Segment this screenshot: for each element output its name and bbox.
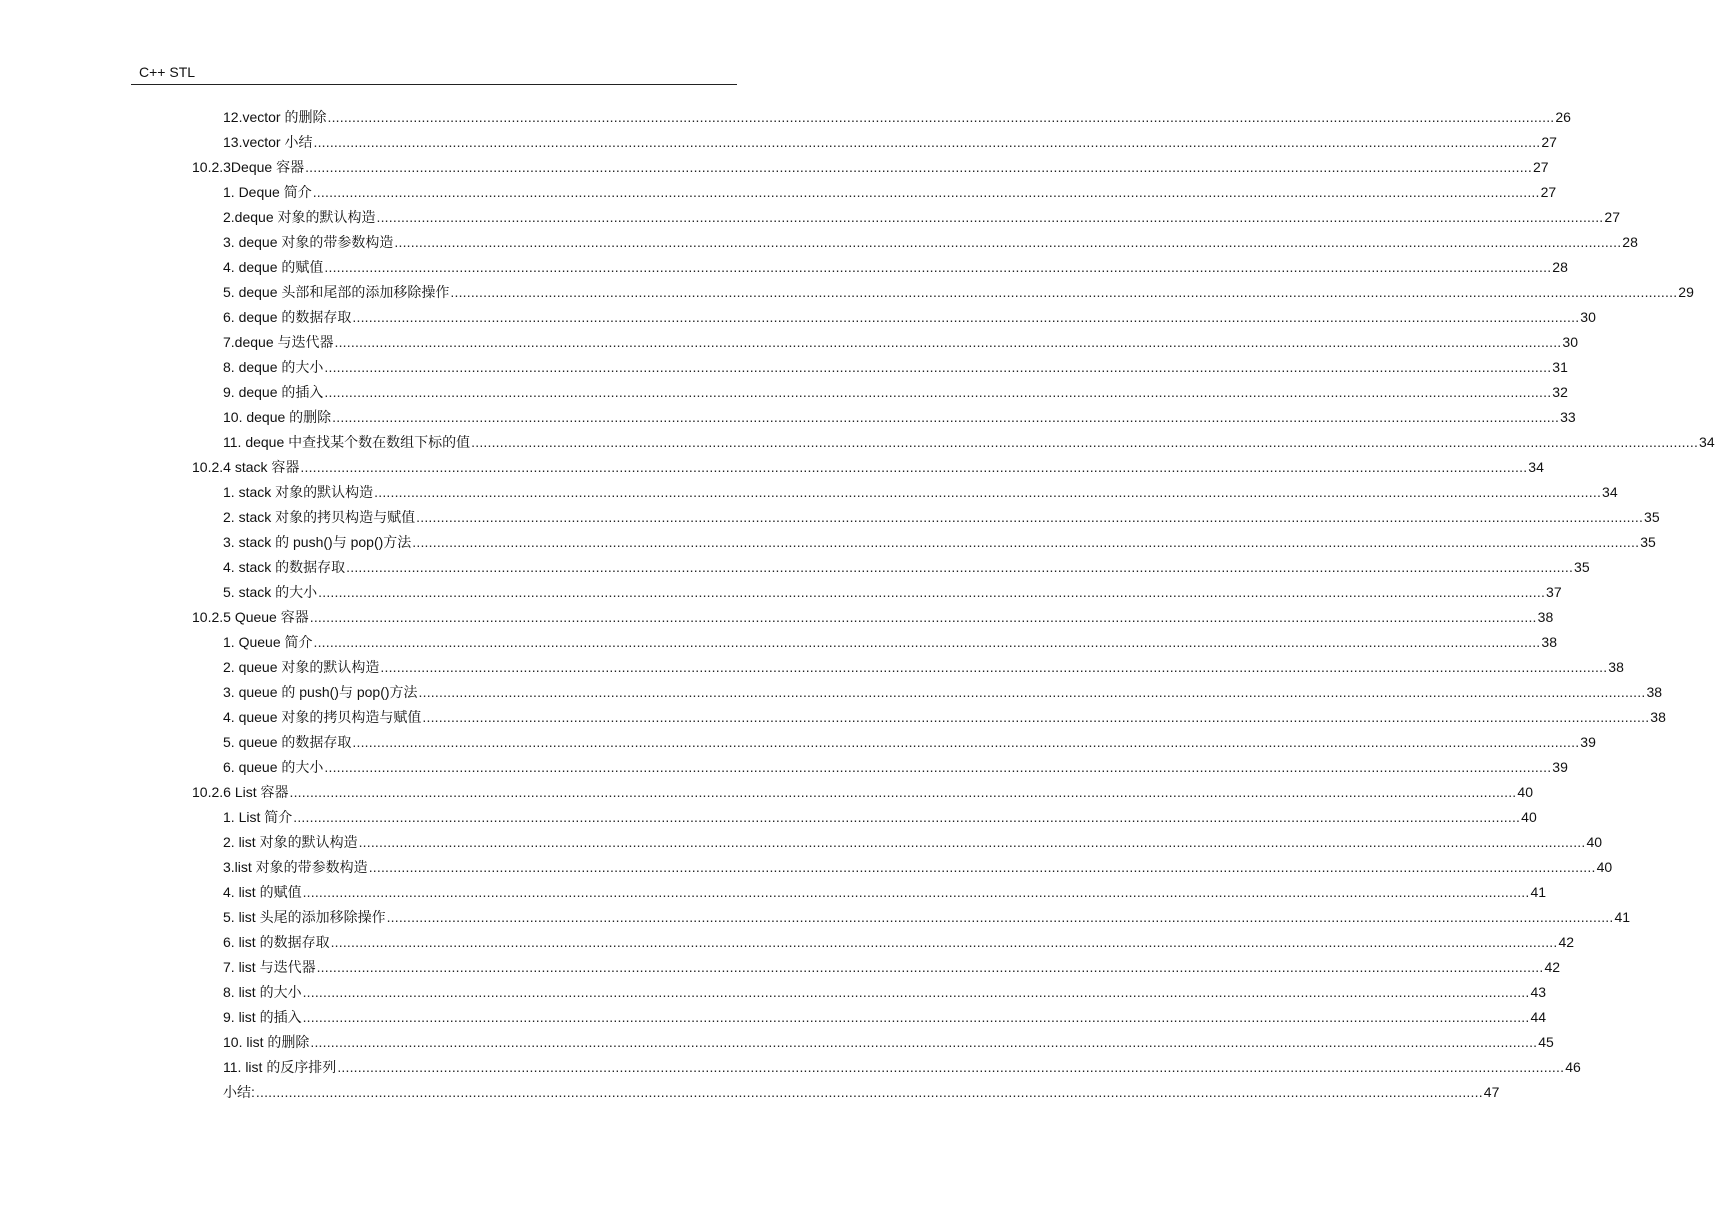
toc-entry-page-number: 34 [1528,459,1544,475]
toc-leader-dots: ............................................................................................................................................................................................................................................................................................................ [332,409,1560,425]
toc-entry[interactable] [223,930,1575,955]
toc-entry-page-number: 42 [1544,959,1561,975]
toc-leader-dots: ............................................................................................................................................................................................................................................................................................................ [334,334,1562,350]
toc-leader-dots: ............................................................................................................................................................................................................................................................................................................ [374,484,1602,500]
toc-leader-dots: ............................................................................................................................................................................................................................................................................................................ [412,534,1640,550]
toc-entry-title: 9. list 的插入 [223,1009,302,1025]
toc-entry[interactable] [223,1030,1554,1055]
toc-entry[interactable] [192,455,1544,480]
toc-entry[interactable] [223,855,1613,880]
toc-leader-dots: ............................................................................................................................................................................................................................................................................................................ [358,834,1586,850]
toc-entry-page-number: 47 [1483,1084,1500,1100]
toc-entry-title: 6. queue 的大小 [223,759,324,775]
toc-entry-page-number: 35 [1644,509,1660,525]
toc-entry-title: 1. Queue 简介 [223,634,313,650]
toc-leader-dots: ............................................................................................................................................................................................................................................................................................................ [310,1034,1538,1050]
header-title: C++ STL [139,64,196,80]
toc-entry[interactable] [223,105,1571,130]
toc-entry-title: 10.2.5 Queue 容器 [192,609,309,625]
toc-entry[interactable] [223,430,1715,455]
toc-entry[interactable] [223,705,1666,730]
toc-entry[interactable] [223,130,1557,155]
toc-leader-dots: ............................................................................................................................................................................................................................................................................................................ [324,259,1552,275]
toc-entry[interactable] [223,1055,1581,1080]
toc-entry-title: 5. list 头尾的添加移除操作 [223,909,386,925]
toc-entry-page-number: 45 [1538,1034,1554,1050]
toc-entry[interactable] [223,880,1547,905]
toc-leader-dots: ............................................................................................................................................................................................................................................................................................................ [313,134,1541,150]
toc-entry-page-number: 27 [1532,159,1549,175]
toc-entry-page-number: 37 [1546,584,1562,600]
toc-leader-dots: ............................................................................................................................................................................................................................................................................................................ [255,1084,1483,1100]
toc-entry[interactable] [223,1005,1547,1030]
toc-entry-page-number: 35 [1574,559,1590,575]
toc-entry-title: 1. Deque 简介 [223,184,312,200]
toc-entry[interactable] [223,280,1694,305]
toc-entry[interactable] [223,655,1624,680]
toc-entry-title: 3.list 对象的带参数构造 [223,859,368,875]
toc-entry-page-number: 39 [1552,759,1568,775]
toc-entry-page-number: 35 [1640,534,1656,550]
toc-entry-title: 4. stack 的数据存取 [223,559,346,575]
toc-entry[interactable] [223,980,1547,1005]
toc-leader-dots: ............................................................................................................................................................................................................................................................................................................ [416,509,1644,525]
toc-entry-title: 13.vector 小结 [223,134,313,150]
toc-entry-title: 3. queue 的 push()与 pop()方法 [223,684,418,700]
toc-leader-dots: ............................................................................................................................................................................................................................................................................................................ [346,559,1574,575]
toc-entry-title: 4. queue 对象的拷贝构造与赋值 [223,709,422,725]
toc-entry-page-number: 32 [1552,384,1568,400]
toc-entry-page-number: 41 [1530,884,1547,900]
toc-entry[interactable] [192,155,1549,180]
toc-leader-dots: ............................................................................................................................................................................................................................................................................................................ [418,684,1646,700]
toc-entry[interactable] [223,380,1568,405]
toc-leader-dots: ............................................................................................................................................................................................................................................................................................................ [300,459,1528,475]
toc-entry-title: 6. deque 的数据存取 [223,309,352,325]
toc-entry-title: 6. list 的数据存取 [223,934,330,950]
toc-entry-title: 2. queue 对象的默认构造 [223,659,380,675]
toc-entry-title: 8. list 的大小 [223,984,302,1000]
toc-entry[interactable] [223,630,1557,655]
toc-entry-page-number: 38 [1608,659,1624,675]
toc-entry-page-number: 40 [1517,784,1533,800]
toc-entry-page-number: 46 [1565,1059,1581,1075]
toc-entry-title: 9. deque 的插入 [223,384,324,400]
toc-leader-dots: ............................................................................................................................................................................................................................................................................................................ [302,984,1530,1000]
toc-leader-dots: ............................................................................................................................................................................................................................................................................................................ [318,584,1546,600]
toc-entry[interactable] [223,505,1660,530]
toc-leader-dots: ............................................................................................................................................................................................................................................................................................................ [327,109,1555,125]
toc-entry[interactable] [223,1080,1500,1105]
toc-leader-dots: ............................................................................................................................................................................................................................................................................................................ [471,434,1699,450]
toc-entry-title: 3. deque 对象的带参数构造 [223,234,394,250]
toc-leader-dots: ............................................................................................................................................................................................................................................................................................................ [380,659,1608,675]
toc-entry[interactable] [223,355,1568,380]
toc-leader-dots: ............................................................................................................................................................................................................................................................................................................ [302,1009,1530,1025]
page-header [131,62,737,85]
toc-entry-page-number: 28 [1622,234,1638,250]
toc-entry[interactable] [223,480,1618,505]
toc-entry[interactable] [223,330,1578,355]
toc-entry-title: 5. stack 的大小 [223,584,318,600]
toc-leader-dots: ............................................................................................................................................................................................................................................................................................................ [422,709,1650,725]
toc-entry-page-number: 38 [1541,634,1557,650]
toc-entry[interactable] [223,955,1561,980]
toc-leader-dots: ............................................................................................................................................................................................................................................................................................................ [309,609,1537,625]
toc-entry-title: 10.2.4 stack 容器 [192,459,300,475]
toc-entry-title: 2. list 对象的默认构造 [223,834,358,850]
toc-entry-title: 5. deque 头部和尾部的添加移除操作 [223,284,450,300]
toc-entry-page-number: 38 [1646,684,1663,700]
toc-entry-title: 10.2.6 List 容器 [192,784,289,800]
toc-entry-title: 3. stack 的 push()与 pop()方法 [223,534,412,550]
toc-entry-page-number: 38 [1537,609,1554,625]
toc-entry-page-number: 27 [1604,209,1620,225]
toc-leader-dots: ............................................................................................................................................................................................................................................................................................................ [302,884,1530,900]
toc-leader-dots: ............................................................................................................................................................................................................................................................................................................ [330,934,1558,950]
toc-leader-dots: ............................................................................................................................................................................................................................................................................................................ [450,284,1678,300]
toc-entry-page-number: 26 [1555,109,1571,125]
toc-entry[interactable] [223,730,1596,755]
toc-leader-dots: ............................................................................................................................................................................................................................................................................................................ [368,859,1596,875]
toc-entry-page-number: 29 [1678,284,1694,300]
toc-entry-title: 10. list 的删除 [223,1034,310,1050]
toc-entry-title: 5. queue 的数据存取 [223,734,352,750]
toc-entry-page-number: 27 [1540,184,1557,200]
toc-entry[interactable] [223,305,1596,330]
toc-leader-dots: ............................................................................................................................................................................................................................................................................................................ [352,309,1580,325]
toc-entry[interactable] [223,405,1576,430]
toc-entry-page-number: 40 [1586,834,1603,850]
toc-entry-title: 10. deque 的删除 [223,409,332,425]
toc-entry-title: 1. List 简介 [223,809,293,825]
toc-entry-page-number: 39 [1580,734,1596,750]
toc-entry[interactable] [192,605,1554,630]
toc-entry-page-number: 34 [1699,434,1715,450]
toc-leader-dots: ............................................................................................................................................................................................................................................................................................................ [293,809,1521,825]
toc-entry-title: 7. list 与迭代器 [223,959,316,975]
toc-entry[interactable] [223,255,1568,280]
toc-entry[interactable] [223,555,1590,580]
toc-leader-dots: ............................................................................................................................................................................................................................................................................................................ [337,1059,1565,1075]
toc-entry-title: 4. deque 的赋值 [223,259,324,275]
toc-entry-title: 1. stack 对象的默认构造 [223,484,374,500]
toc-leader-dots: ............................................................................................................................................................................................................................................................................................................ [386,909,1614,925]
toc-leader-dots: ............................................................................................................................................................................................................................................................................................................ [289,784,1517,800]
toc-entry-title: 2.deque 对象的默认构造 [223,209,376,225]
toc-entry-page-number: 40 [1521,809,1537,825]
toc-entry-page-number: 43 [1530,984,1547,1000]
toc-entry-page-number: 41 [1614,909,1631,925]
toc-entry[interactable] [223,905,1631,930]
toc-leader-dots: ............................................................................................................................................................................................................................................................................................................ [324,384,1552,400]
toc-entry[interactable] [223,180,1557,205]
toc-entry-title: 小结: [223,1084,255,1100]
toc-leader-dots: ............................................................................................................................................................................................................................................................................................................ [324,359,1552,375]
toc-entry-page-number: 30 [1562,334,1578,350]
toc-entry[interactable] [223,530,1656,555]
toc-entry-title: 2. stack 对象的拷贝构造与赋值 [223,509,416,525]
toc-entry[interactable] [223,230,1638,255]
toc-leader-dots: ............................................................................................................................................................................................................................................................................................................ [394,234,1622,250]
toc-entry[interactable] [223,580,1562,605]
toc-entry-title: 11. list 的反序排列 [223,1059,337,1075]
toc-entry-page-number: 42 [1558,934,1575,950]
toc-leader-dots: ............................................................................................................................................................................................................................................................................................................ [313,634,1541,650]
toc-entry-title: 10.2.3Deque 容器 [192,159,305,175]
toc-entry-title: 12.vector 的删除 [223,109,327,125]
toc-entry-title: 7.deque 与迭代器 [223,334,334,350]
toc-entry-page-number: 30 [1580,309,1596,325]
toc-entry-page-number: 33 [1560,409,1576,425]
toc-leader-dots: ............................................................................................................................................................................................................................................................................................................ [376,209,1604,225]
toc-entry[interactable] [223,755,1568,780]
toc-entry-page-number: 31 [1552,359,1568,375]
toc-entry[interactable] [223,805,1537,830]
toc-entry-title: 4. list 的赋值 [223,884,302,900]
toc-entry-title: 11. deque 中查找某个数在数组下标的值 [223,434,471,450]
toc-entry-title: 8. deque 的大小 [223,359,324,375]
toc-entry-page-number: 40 [1596,859,1613,875]
toc-leader-dots: ............................................................................................................................................................................................................................................................................................................ [305,159,1532,175]
toc-entry-page-number: 28 [1552,259,1568,275]
toc-leader-dots: ............................................................................................................................................................................................................................................................................................................ [316,959,1544,975]
toc-entry[interactable] [192,780,1533,805]
toc-entry-page-number: 44 [1530,1009,1547,1025]
toc-entry[interactable] [223,680,1663,705]
toc-leader-dots: ............................................................................................................................................................................................................................................................................................................ [324,759,1552,775]
toc-entry-page-number: 38 [1650,709,1666,725]
toc-entry-page-number: 34 [1602,484,1618,500]
toc-leader-dots: ............................................................................................................................................................................................................................................................................................................ [312,184,1540,200]
toc-entry[interactable] [223,830,1603,855]
toc-entry[interactable] [223,205,1620,230]
toc-entry-page-number: 27 [1541,134,1557,150]
toc-leader-dots: ............................................................................................................................................................................................................................................................................................................ [352,734,1580,750]
